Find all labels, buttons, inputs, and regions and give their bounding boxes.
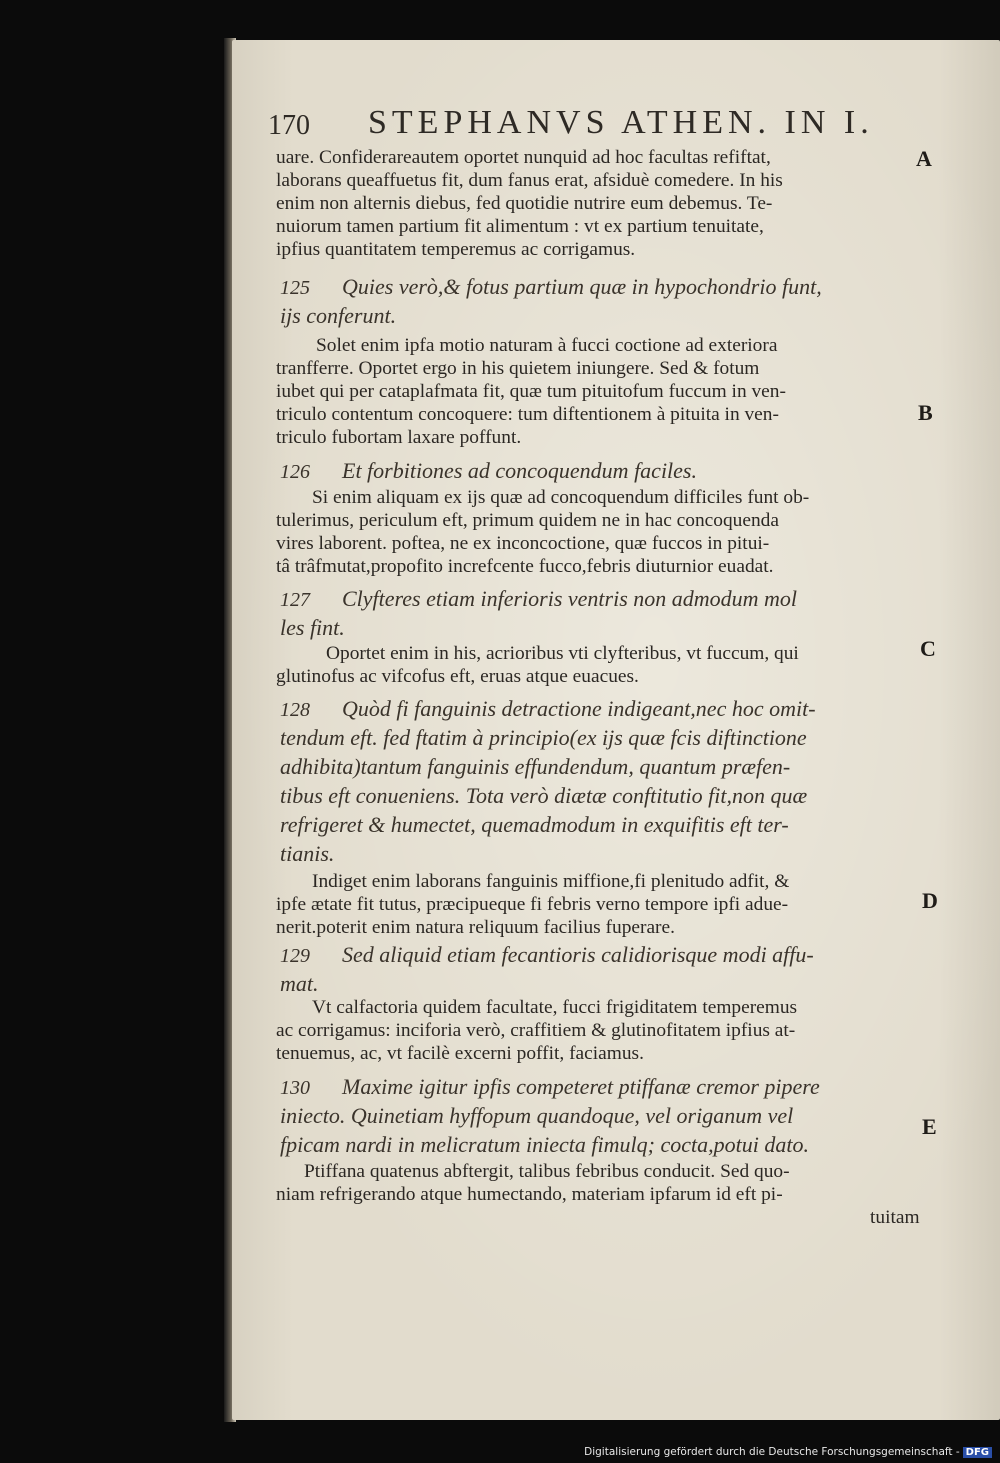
lemma-text: fpicam nardi in melicratum iniecta fimulq; cocta,potui dato.	[280, 1132, 809, 1157]
text-line: Vt calfactoria quidem facultate, fucci frigiditatem temperemus	[312, 997, 798, 1018]
lemma-text: Sed aliquid etiam fecantioris calidiorisque modi affu-	[342, 942, 814, 967]
lemma-text: iniecto. Quinetiam hyffopum quandoque, vel origanum vel	[280, 1103, 794, 1128]
margin-letter-d: D	[922, 888, 938, 913]
running-head	[268, 104, 878, 148]
running-title: STEPHANVS ATHEN. IN I.	[368, 104, 874, 141]
text-line: niam refrigerando atque humectando, materiam ipfarum id eft pi-	[276, 1184, 783, 1205]
text-line: glutinofus ac vifcofus eft, eruas atque euacues.	[276, 666, 639, 687]
lemma-129	[280, 940, 910, 998]
margin-letter-c: C	[920, 636, 936, 661]
text-line: triculo fubortam laxare poffunt.	[276, 427, 522, 448]
text-block-3	[276, 486, 912, 578]
text-line: enim non alternis diebus, fed quotidie nutrire eum debemus. Te-	[276, 193, 773, 214]
lemma-number: 128	[280, 699, 310, 721]
credit-text: Digitalisierung gefördert durch die Deutsche Forschungsgemeinschaft -	[584, 1446, 960, 1458]
lemma-number: 129	[280, 945, 310, 967]
text-line: ipfe ætate fit tutus, præcipueque fi febris verno tempore ipfi adue-	[276, 894, 789, 915]
lemma-125	[280, 272, 910, 330]
text-line: Si enim aliquam ex ijs quæ ad concoquendum difficiles funt ob-	[312, 487, 810, 508]
digitization-credit	[584, 1446, 992, 1458]
lemma-text: Quòd fi fanguinis detractione indigeant,nec hoc omit-	[342, 696, 816, 721]
text-line: tranfferre. Oportet ergo in his quietem iniungere. Sed & fotum	[276, 358, 760, 379]
text-block-6	[276, 996, 912, 1065]
lemma-number: 130	[280, 1077, 310, 1099]
lemma-text: refrigeret & humectet, quemadmodum in exquifitis eft ter-	[280, 812, 789, 837]
lemma-127	[280, 584, 910, 642]
text-line: uare. Confiderareautem oportet nunquid ad hoc facultas refiftat,	[276, 147, 771, 168]
lemma-text: tendum eft. fed ftatim à principio(ex ijs quæ fcis diftinctione	[280, 725, 807, 750]
text-line: Solet enim ipfa motio naturam à fucci coctione ad exteriora	[316, 335, 778, 356]
text-line: ipfius quantitatem temperemus ac corrigamus.	[276, 239, 636, 260]
dfg-logo: DFG	[963, 1447, 992, 1458]
text-line: nuiorum tamen partium fit alimentum : vt ex partium tenuitate,	[276, 216, 764, 237]
lemma-text: Et forbitiones ad concoquendum faciles.	[342, 458, 697, 483]
lemma-text: les fint.	[280, 615, 345, 640]
text-line: ac corrigamus: inciforia verò, craffitiem & glutinofitatem ipfius at-	[276, 1020, 796, 1041]
text-line: vires laborent. poftea, ne ex inconcoctione, quæ fuccos in pitui-	[276, 533, 770, 554]
text-line: Indiget enim laborans fanguinis miffione,fi plenitudo adfit, &	[312, 871, 790, 892]
text-block-5	[276, 870, 912, 939]
page-number: 170	[268, 110, 310, 141]
lemma-126	[280, 456, 910, 485]
margin-letter-a: A	[916, 146, 932, 171]
text-line: tulerimus, periculum eft, primum quidem ne in hac concoquenda	[276, 510, 779, 531]
lemma-number: 127	[280, 589, 310, 611]
margin-letter-b: B	[918, 400, 933, 425]
text-line: tuitam	[870, 1207, 920, 1228]
text-line: iubet qui per cataplafmata fit, quæ tum pituitofum fuccum in ven-	[276, 381, 786, 402]
text-block-4	[276, 642, 912, 688]
lemma-128	[280, 694, 910, 868]
lemma-text: Maxime igitur ipfis competeret ptiffanæ cremor pipere	[342, 1074, 820, 1099]
text-line: Oportet enim in his, acrioribus vti clyfteribus, vt fuccum, qui	[326, 643, 799, 664]
text-line: tenuemus, ac, vt facilè excerni poffit, faciamus.	[276, 1043, 644, 1064]
text-block-1	[276, 146, 912, 261]
text-block-2	[276, 334, 912, 449]
lemma-text: mat.	[280, 971, 319, 996]
text-line: tâ trâfmutat,propofito increfcente fucco,febris diuturnior euadat.	[276, 556, 774, 577]
margin-letter-e: E	[922, 1114, 937, 1139]
lemma-number: 125	[280, 277, 310, 299]
lemma-text: Quies verò,& fotus partium quæ in hypochondrio funt,	[342, 274, 822, 299]
lemma-text: tianis.	[280, 841, 335, 866]
lemma-text: tibus eft conueniens. Tota verò diætæ conftitutio fit,non quæ	[280, 783, 808, 808]
lemma-text: Clyfteres etiam inferioris ventris non admodum mol	[342, 586, 798, 611]
text-line: Ptiffana quatenus abftergit, talibus febribus conducit. Sed quo-	[304, 1161, 790, 1182]
text-block-7	[276, 1160, 920, 1229]
lemma-130	[280, 1072, 910, 1159]
lemma-text: ijs conferunt.	[280, 303, 397, 328]
text-line: nerit.poterit enim natura reliquum facilius fuperare.	[276, 917, 675, 938]
lemma-text: adhibita)tantum fanguinis effundendum, quantum præfen-	[280, 754, 791, 779]
lemma-number: 126	[280, 461, 310, 483]
text-line: triculo contentum concoquere: tum diftentionem à pituita in ven-	[276, 404, 779, 425]
text-line: laborans queaffuetus fit, dum fanus erat, afsiduè comedere. In his	[276, 170, 783, 191]
